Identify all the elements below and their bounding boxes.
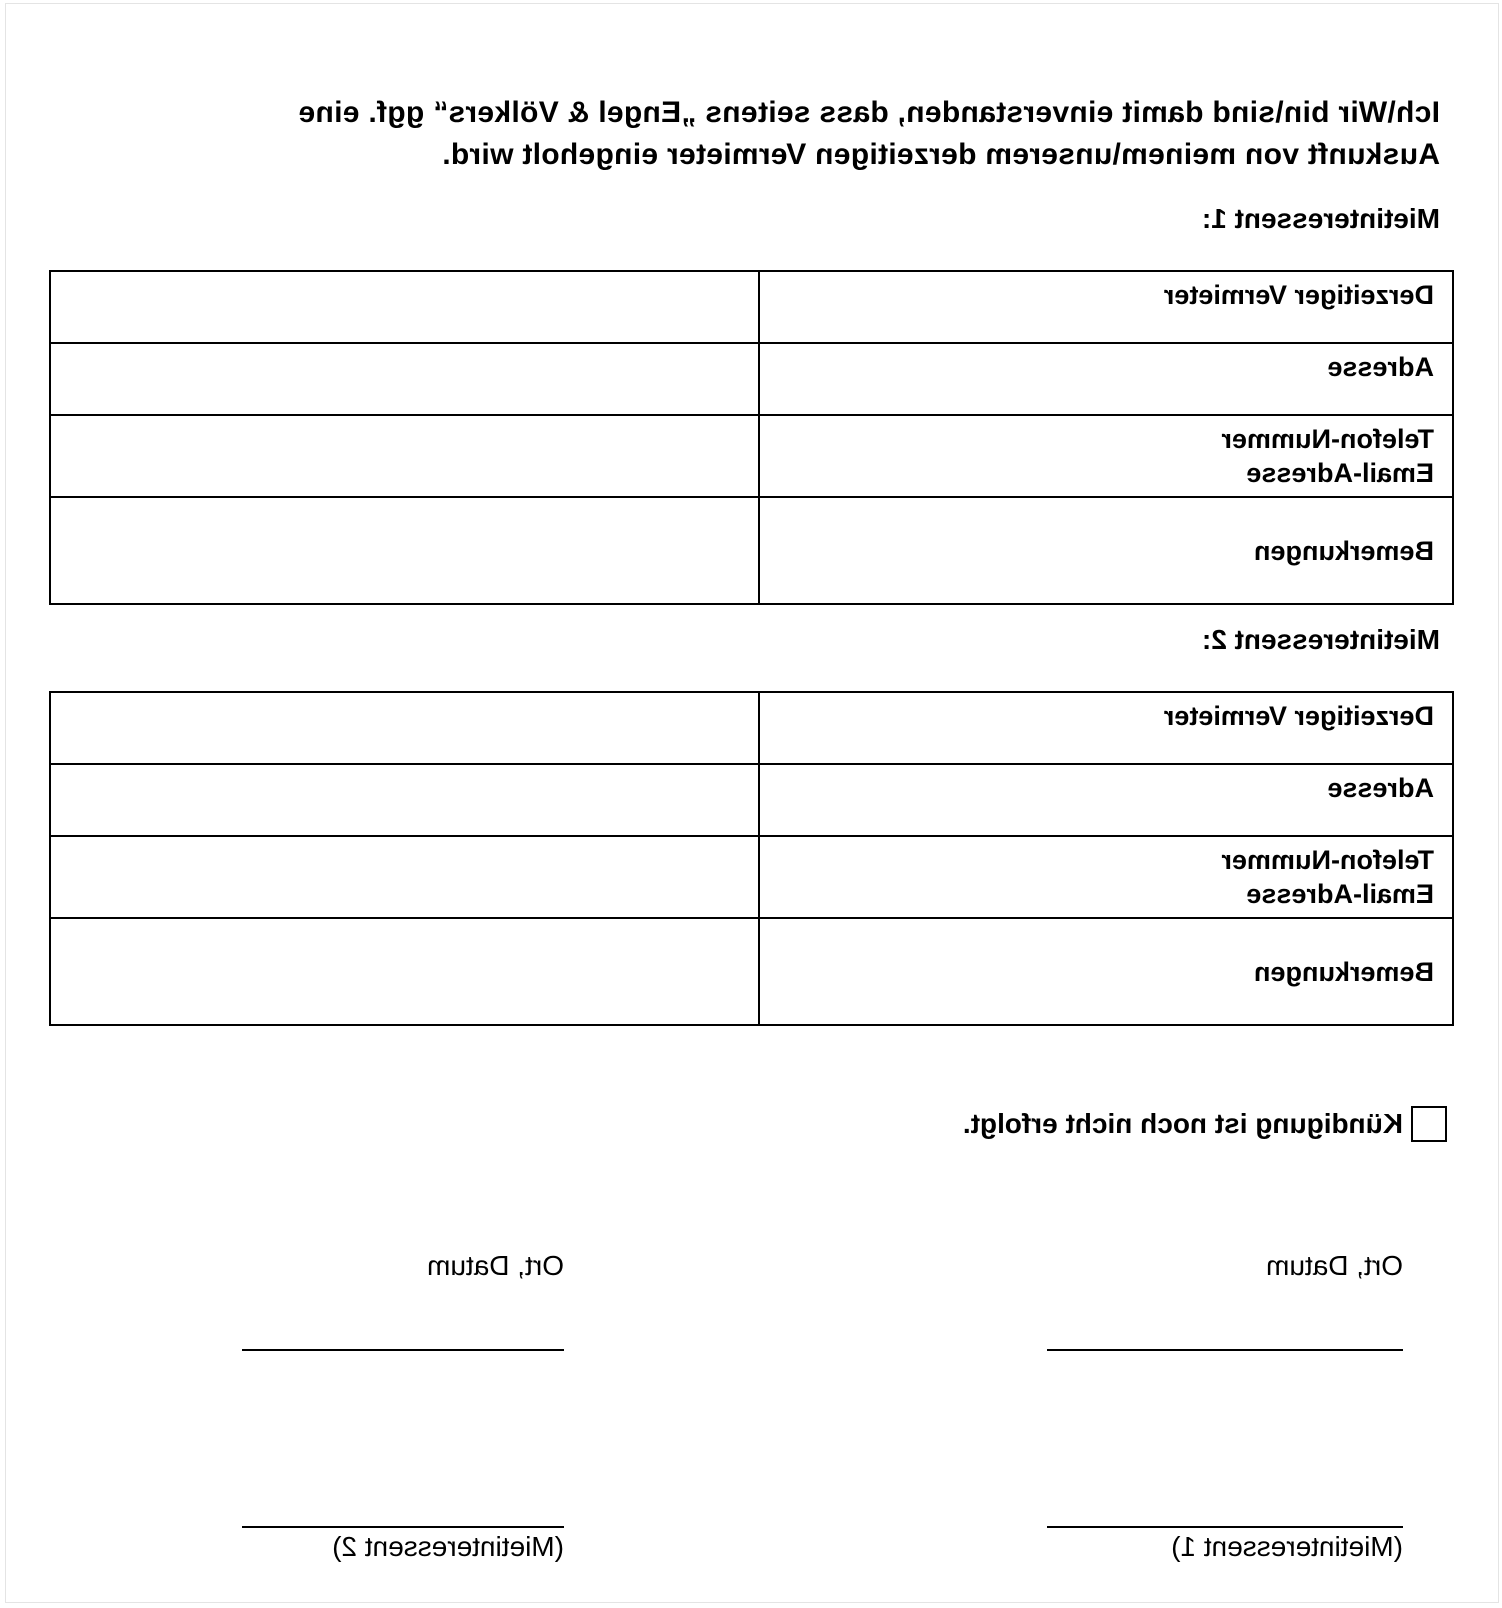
place-date-line-2[interactable] — [242, 1349, 564, 1351]
label-phone-email — [759, 415, 1453, 497]
table-row — [50, 918, 1453, 1025]
label-landlord: Derzeitiger Vermieter — [759, 271, 1453, 343]
table-row — [50, 343, 1453, 415]
termination-checkbox[interactable] — [1411, 1106, 1447, 1142]
table-row — [50, 836, 1453, 918]
label-remarks: Bemerkungen — [759, 918, 1453, 1025]
landlord-table-1 — [49, 270, 1454, 605]
consent-line-1: Ich\Wir bin\sind damit einverstanden, dass seitens „Engel & Völkers“ ggf. eine — [298, 96, 1440, 129]
place-date-label-2: Ort, Datum — [427, 1250, 564, 1281]
label-email: Email-Adresse — [1246, 879, 1434, 909]
field-phone-email[interactable] — [50, 415, 759, 497]
label-address: Adresse — [759, 343, 1453, 415]
field-landlord[interactable] — [50, 692, 759, 764]
table-row — [50, 271, 1453, 343]
label-phone: Telefon-Nummer — [1221, 424, 1434, 454]
signature-line-1[interactable] — [1047, 1526, 1403, 1528]
label-phone-email — [759, 836, 1453, 918]
landlord-table-2 — [49, 691, 1454, 1026]
consent-line-2: Auskunft von meinem\unserem derzeitigen Vermieter eingeholt wird. — [441, 138, 1440, 171]
field-phone-email[interactable] — [50, 836, 759, 918]
field-remarks[interactable] — [50, 918, 759, 1025]
table-row — [50, 497, 1453, 604]
place-date-line-1[interactable] — [1047, 1349, 1403, 1351]
label-phone: Telefon-Nummer — [1221, 845, 1434, 875]
table-row — [50, 415, 1453, 497]
place-date-label-1: Ort, Datum — [1266, 1250, 1403, 1281]
signer-label-2: (Mietinteressent 2) — [332, 1531, 564, 1562]
termination-checkbox-row — [963, 1106, 1447, 1142]
field-remarks[interactable] — [50, 497, 759, 604]
field-address[interactable] — [50, 764, 759, 836]
signer-label-1: (Mietinteressent 1) — [1171, 1531, 1403, 1562]
table-row — [50, 764, 1453, 836]
section-title-2: Mietinteressent 2: — [1201, 624, 1440, 655]
label-address: Adresse — [759, 764, 1453, 836]
label-email: Email-Adresse — [1246, 458, 1434, 488]
table-row — [50, 692, 1453, 764]
field-landlord[interactable] — [50, 271, 759, 343]
field-address[interactable] — [50, 343, 759, 415]
label-remarks: Bemerkungen — [759, 497, 1453, 604]
label-landlord: Derzeitiger Vermieter — [759, 692, 1453, 764]
signature-line-2[interactable] — [242, 1526, 564, 1528]
termination-checkbox-label: Kündigung ist noch nicht erfolgt. — [962, 1108, 1403, 1139]
consent-statement — [62, 92, 1440, 176]
section-title-1: Mietinteressent 1: — [1201, 203, 1440, 234]
